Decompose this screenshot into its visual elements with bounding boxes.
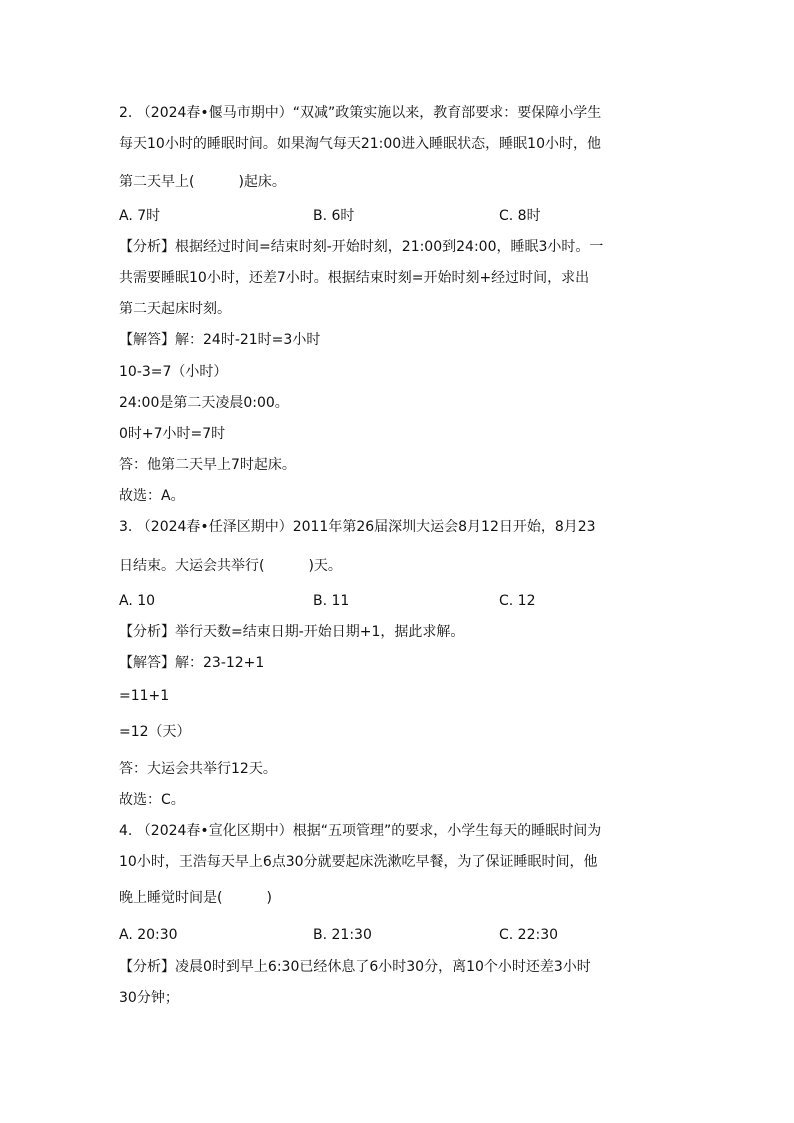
q3-option-a: A. 10 — [119, 593, 156, 609]
q4-stem-line-3 — [119, 888, 272, 908]
q3-solution-line-2: =11+1 — [119, 688, 170, 704]
q3-answer: 答：大运会共举行12天。 — [119, 761, 277, 777]
q4-stem-post: ) — [266, 890, 272, 906]
q2-choice: 故选：A。 — [119, 488, 185, 504]
q2-option-b: B. 6时 — [313, 208, 355, 224]
q2-analysis-line-2: 共需要睡眠10小时，还差7小时。根据结束时刻=开始时刻+经过时间，求出 — [119, 270, 590, 286]
q2-solution-line-2: 10-3=7（小时） — [119, 364, 228, 380]
q4-analysis-line-2: 30分钟； — [119, 990, 179, 1006]
q2-stem-pre: 第二天早上( — [119, 174, 195, 190]
q4-analysis-line-1: 【分析】凌晨0时到早上6:30已经休息了6小时30分，离10个小时还差3小时 — [119, 959, 591, 975]
q2-answer: 答：他第二天早上7时起床。 — [119, 457, 296, 473]
q4-stem-line-2: 10小时，王浩每天早上6点30分就要起床洗漱吃早餐，为了保证睡眠时间，他 — [119, 854, 598, 870]
q3-solution-line-1: 【解答】解：23-12+1 — [119, 655, 265, 671]
q3-option-b: B. 11 — [313, 593, 350, 609]
q4-option-a: A. 20:30 — [119, 927, 178, 943]
q4-stem-pre: 晚上睡觉时间是( — [119, 890, 223, 906]
q3-option-c: C. 12 — [499, 593, 536, 609]
q4-stem-line-1: 4. （2024春•宣化区期中）根据“五项管理”的要求，小学生每天的睡眠时间为 — [119, 823, 602, 839]
q3-stem-post: )天。 — [308, 558, 342, 574]
q2-solution-line-3: 24:00是第二天凌晨0:00。 — [119, 395, 289, 411]
q4-option-c: C. 22:30 — [499, 927, 559, 943]
q2-stem-line-2: 每天10小时的睡眠时间。如果淘气每天21:00进入睡眠状态，睡眠10小时，他 — [119, 136, 601, 152]
q2-stem-line-3 — [119, 172, 286, 192]
q2-stem-post: )起床。 — [238, 174, 286, 190]
q2-option-c: C. 8时 — [499, 208, 541, 224]
q3-stem-pre: 日结束。大运会共举行( — [119, 558, 265, 574]
q2-analysis-line-1: 【分析】根据经过时间=结束时刻-开始时刻，21:00到24:00，睡眠3小时。一 — [119, 239, 604, 255]
q3-stem-line-2 — [119, 556, 342, 576]
q2-analysis-line-3: 第二天起床时刻。 — [119, 301, 231, 317]
q3-solution-line-3: =12（天） — [119, 724, 191, 740]
q3-analysis: 【分析】举行天数=结束日期-开始日期+1，据此求解。 — [119, 624, 465, 640]
q2-solution-line-1: 【解答】解：24时-21时=3小时 — [119, 332, 321, 348]
q2-stem-line-1: 2. （2024春•偃马市期中）“双减”政策实施以来，教育部要求：要保障小学生 — [119, 105, 602, 121]
q2-solution-line-4: 0时+7小时=7时 — [119, 426, 226, 442]
q2-option-a: A. 7时 — [119, 208, 161, 224]
q3-choice: 故选：C。 — [119, 792, 185, 808]
q3-stem-line-1: 3. （2024春•任泽区期中）2011年第26届深圳大运会8月12日开始，8月23 — [119, 519, 596, 535]
q4-option-b: B. 21:30 — [313, 927, 372, 943]
